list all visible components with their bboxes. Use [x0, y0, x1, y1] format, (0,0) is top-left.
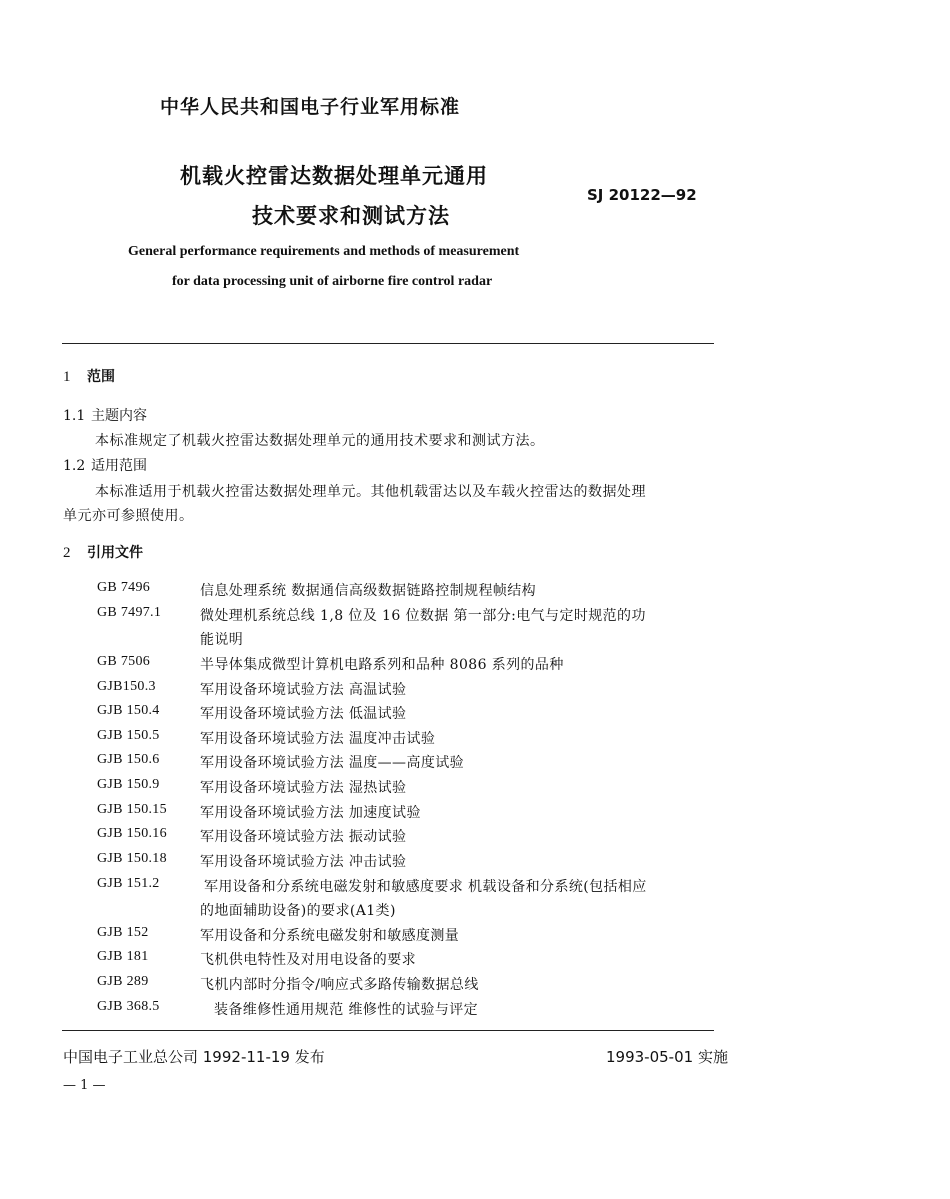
english-title-line-1: General performance requirements and methods of measurement: [128, 244, 520, 259]
reference-title: 军用设备和分系统电磁发射和敏感度要求 机载设备和分系统(包括相应: [204, 879, 647, 895]
issue-info: 中国电子工业总公司 1992-11-19 发布: [63, 1048, 325, 1066]
reference-title-continued: 的地面辅助设备)的要求(A1类): [200, 903, 396, 919]
top-divider: [62, 343, 714, 344]
reference-code: GJB 150.4: [97, 703, 160, 718]
reference-title: 半导体集成微型计算机电路系列和品种 8086 系列的品种: [200, 657, 564, 673]
reference-title-continued: 能说明: [200, 632, 244, 648]
title-line-2: 技术要求和测试方法: [252, 204, 450, 228]
english-title-line-2: for data processing unit of airborne fire control radar: [172, 274, 493, 289]
section-title: 适用范围: [91, 458, 147, 474]
reference-title: 军用设备环境试验方法 冲击试验: [200, 854, 407, 870]
reference-title: 军用设备环境试验方法 低温试验: [200, 706, 407, 722]
reference-title: 信息处理系统 数据通信高级数据链路控制规程帧结构: [200, 583, 537, 599]
section-number: 1.1: [63, 408, 86, 424]
reference-code: GJB 150.5: [97, 728, 160, 743]
section-1-1-text: 本标准规定了机载火控雷达数据处理单元的通用技术要求和测试方法。: [95, 433, 545, 449]
reference-code: GJB 152: [97, 925, 149, 940]
section-1-2-text-line-2: 单元亦可参照使用。: [63, 508, 194, 524]
reference-code: GJB 289: [97, 974, 149, 989]
reference-title: 军用设备环境试验方法 加速度试验: [200, 805, 421, 821]
reference-code: GJB 151.2: [97, 876, 160, 891]
bottom-divider: [62, 1030, 714, 1031]
reference-title: 飞机内部时分指令/响应式多路传输数据总线: [200, 977, 479, 993]
reference-code: GB 7496: [97, 580, 151, 595]
reference-title: 飞机供电特性及对用电设备的要求: [200, 952, 416, 968]
section-1-heading: [63, 366, 115, 386]
section-1-2-heading: [63, 455, 147, 475]
section-2-heading: [63, 542, 143, 562]
reference-code: GJB150.3: [97, 679, 156, 694]
reference-code: GJB 181: [97, 949, 149, 964]
reference-code: GJB 150.18: [97, 851, 167, 866]
standard-category: 中华人民共和国电子行业军用标准: [159, 96, 460, 118]
reference-title: 军用设备环境试验方法 温度——高度试验: [200, 755, 465, 771]
reference-code: GB 7497.1: [97, 605, 162, 620]
reference-code: GJB 368.5: [97, 999, 160, 1014]
reference-title: 军用设备环境试验方法 湿热试验: [200, 780, 407, 796]
reference-code: GJB 150.6: [97, 752, 160, 767]
reference-title: 装备维修性通用规范 维修性的试验与评定: [214, 1002, 479, 1018]
standard-number: SJ 20122—92: [587, 186, 697, 204]
section-1-2-text-line-1: 本标准适用于机载火控雷达数据处理单元。其他机载雷达以及车载火控雷达的数据处理: [95, 484, 646, 500]
reference-code: GJB 150.15: [97, 802, 167, 817]
reference-title: 军用设备环境试验方法 振动试验: [200, 829, 407, 845]
reference-title: 军用设备和分系统电磁发射和敏感度测量: [200, 928, 460, 944]
section-number: 1: [63, 369, 71, 385]
reference-code: GJB 150.16: [97, 826, 167, 841]
title-line-1: 机载火控雷达数据处理单元通用: [180, 164, 488, 188]
reference-code: GB 7506: [97, 654, 151, 669]
reference-code: GJB 150.9: [97, 777, 160, 792]
reference-title: 军用设备环境试验方法 高温试验: [200, 682, 407, 698]
section-title: 范围: [87, 369, 115, 385]
section-title: 引用文件: [87, 545, 143, 561]
section-1-1-heading: [63, 405, 147, 425]
reference-title: 微处理机系统总线 1,8 位及 16 位数据 第一部分:电气与定时规范的功: [200, 608, 646, 624]
section-title: 主题内容: [91, 408, 147, 424]
reference-title: 军用设备环境试验方法 温度冲击试验: [200, 731, 436, 747]
page-number: — 1 —: [63, 1078, 106, 1093]
section-number: 2: [63, 545, 71, 561]
effective-date: 1993-05-01 实施: [606, 1048, 728, 1066]
section-number: 1.2: [63, 458, 86, 474]
